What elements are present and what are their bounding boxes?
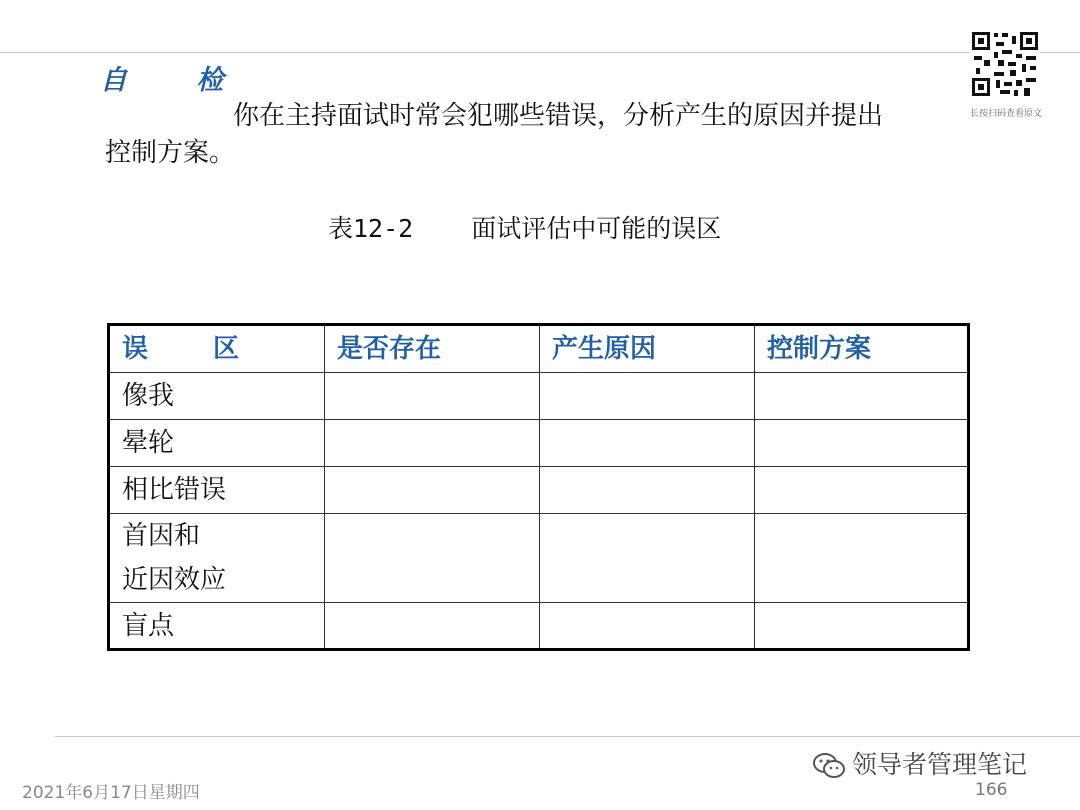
- watermark: [812, 745, 1027, 781]
- top-divider: [0, 52, 1080, 53]
- table-cell[interactable]: [540, 603, 755, 650]
- table-cell[interactable]: [325, 467, 540, 514]
- table-row: [109, 420, 969, 467]
- table-header-row: [109, 325, 969, 373]
- table-row: [109, 467, 969, 514]
- table-cell[interactable]: [325, 373, 540, 420]
- question-line-1: 你在主持面试时常会犯哪些错误，分析产生的原因并提出: [233, 101, 884, 131]
- header-error-area: 误 区: [109, 325, 325, 373]
- watermark-text: 领导者管理笔记: [852, 750, 1028, 779]
- bottom-divider: [55, 736, 1080, 737]
- table-caption: [328, 209, 721, 245]
- table-cell[interactable]: [540, 467, 755, 514]
- row-label-line-2: 近因效应: [122, 565, 227, 595]
- question-text: [105, 98, 985, 172]
- error-table: [107, 323, 970, 651]
- qr-code-icon[interactable]: [970, 30, 1040, 98]
- table-cell[interactable]: [540, 420, 755, 467]
- table-row: [109, 514, 969, 603]
- row-label: 盲点: [109, 603, 325, 650]
- section-heading: 自 检: [100, 65, 254, 96]
- table-cell[interactable]: [325, 514, 540, 603]
- page-number: 166: [975, 780, 1008, 800]
- table-cell[interactable]: [325, 420, 540, 467]
- table-cell[interactable]: [755, 514, 969, 603]
- table-cell[interactable]: [755, 420, 969, 467]
- header-control-plan: 控制方案: [755, 325, 969, 373]
- header-cause: 产生原因: [540, 325, 755, 373]
- table-number: 表12-2: [328, 214, 414, 243]
- table-cell[interactable]: [325, 603, 540, 650]
- row-label-line-1: 首因和: [122, 521, 201, 551]
- qr-caption: 长按扫码查看原文: [970, 109, 1043, 119]
- table-cell[interactable]: [755, 603, 969, 650]
- question-line-2: 控制方案。: [105, 138, 236, 168]
- table-cell[interactable]: [540, 514, 755, 603]
- table-cell[interactable]: [755, 373, 969, 420]
- table-row: [109, 373, 969, 420]
- wechat-icon: [812, 752, 846, 780]
- header-exists: 是否存在: [325, 325, 540, 373]
- row-label: 晕轮: [109, 420, 325, 467]
- row-label: [109, 514, 325, 603]
- table-row: [109, 603, 969, 650]
- row-label: 相比错误: [109, 467, 325, 514]
- row-label: 像我: [109, 373, 325, 420]
- table-cell[interactable]: [755, 467, 969, 514]
- footer-date: 2021年6月17日星期四: [22, 783, 200, 803]
- table-cell[interactable]: [540, 373, 755, 420]
- table-title: 面试评估中可能的误区: [471, 214, 722, 243]
